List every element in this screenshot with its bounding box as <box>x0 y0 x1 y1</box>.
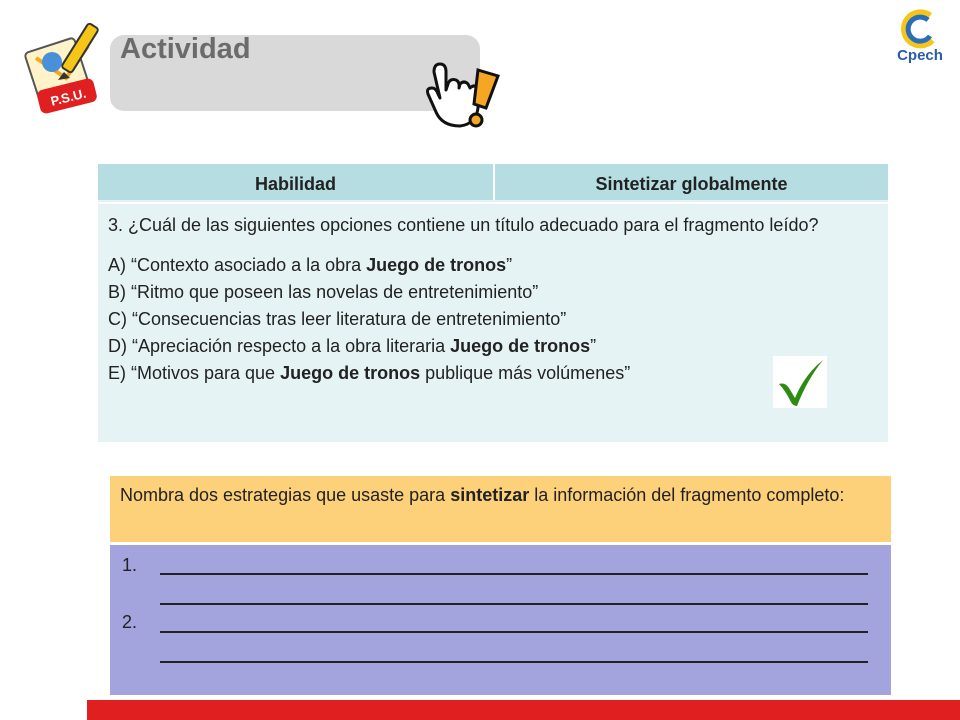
cpech-logo <box>890 6 950 66</box>
option-c-text: C) “Consecuencias tras leer literatura de entretenimiento” <box>108 309 567 329</box>
table-body <box>98 202 888 442</box>
strategies-prompt-bold: sintetizar <box>450 485 530 505</box>
option-d-text: D) “Apreciación respecto a la obra literaria <box>108 336 451 356</box>
header-habilidad: Habilidad <box>98 164 495 200</box>
cpech-logo-text: Cpech <box>897 47 943 64</box>
strategies-answer-area <box>110 545 891 695</box>
option-d-bold: Juego de tronos <box>450 336 591 356</box>
question-table <box>98 164 888 442</box>
answer-number-2: 2. <box>122 612 138 632</box>
option-a-bold: Juego de tronos <box>366 255 507 275</box>
pointing-hand-icon <box>420 50 500 134</box>
option-e-text: E) “Motivos para que <box>108 363 281 383</box>
header-skill-value: Sintetizar globalmente <box>595 174 788 194</box>
strategies-prompt-text: Nombra dos estrategias que usaste para <box>120 485 451 505</box>
option-e-bold: Juego de tronos <box>280 363 421 383</box>
checkmark-icon <box>773 356 827 408</box>
correct-answer-marker <box>773 356 827 408</box>
answer-line-2b[interactable] <box>160 661 868 663</box>
answer-line-1a[interactable] <box>160 573 868 575</box>
strategies-prompt-tail: la información del fragmento completo: <box>529 485 845 505</box>
option-a[interactable] <box>108 252 878 279</box>
option-e-tail: publique más volúmenes” <box>420 363 631 383</box>
option-b-text: B) “Ritmo que poseen las novelas de entretenimiento” <box>108 282 539 302</box>
option-d-tail: ” <box>590 336 597 356</box>
psu-logo <box>22 18 110 118</box>
answer-line-1b[interactable] <box>160 603 868 605</box>
answer-line-2a[interactable] <box>160 631 868 633</box>
question-text: 3. ¿Cuál de las siguientes opciones contiene un título adecuado para el fragmento leído? <box>108 215 819 235</box>
option-a-text: A) “Contexto asociado a la obra <box>108 255 367 275</box>
page-title: Actividad <box>120 33 251 65</box>
strategies-prompt <box>110 476 891 542</box>
option-c[interactable] <box>108 306 878 333</box>
option-a-tail: ” <box>506 255 513 275</box>
option-d[interactable] <box>108 333 878 360</box>
table-header <box>98 164 888 200</box>
psu-logo-text: P.S.U. <box>49 85 88 109</box>
footer-bar <box>87 700 960 720</box>
option-e[interactable] <box>108 360 878 387</box>
answer-number-1: 1. <box>122 555 138 575</box>
option-b[interactable] <box>108 279 878 306</box>
